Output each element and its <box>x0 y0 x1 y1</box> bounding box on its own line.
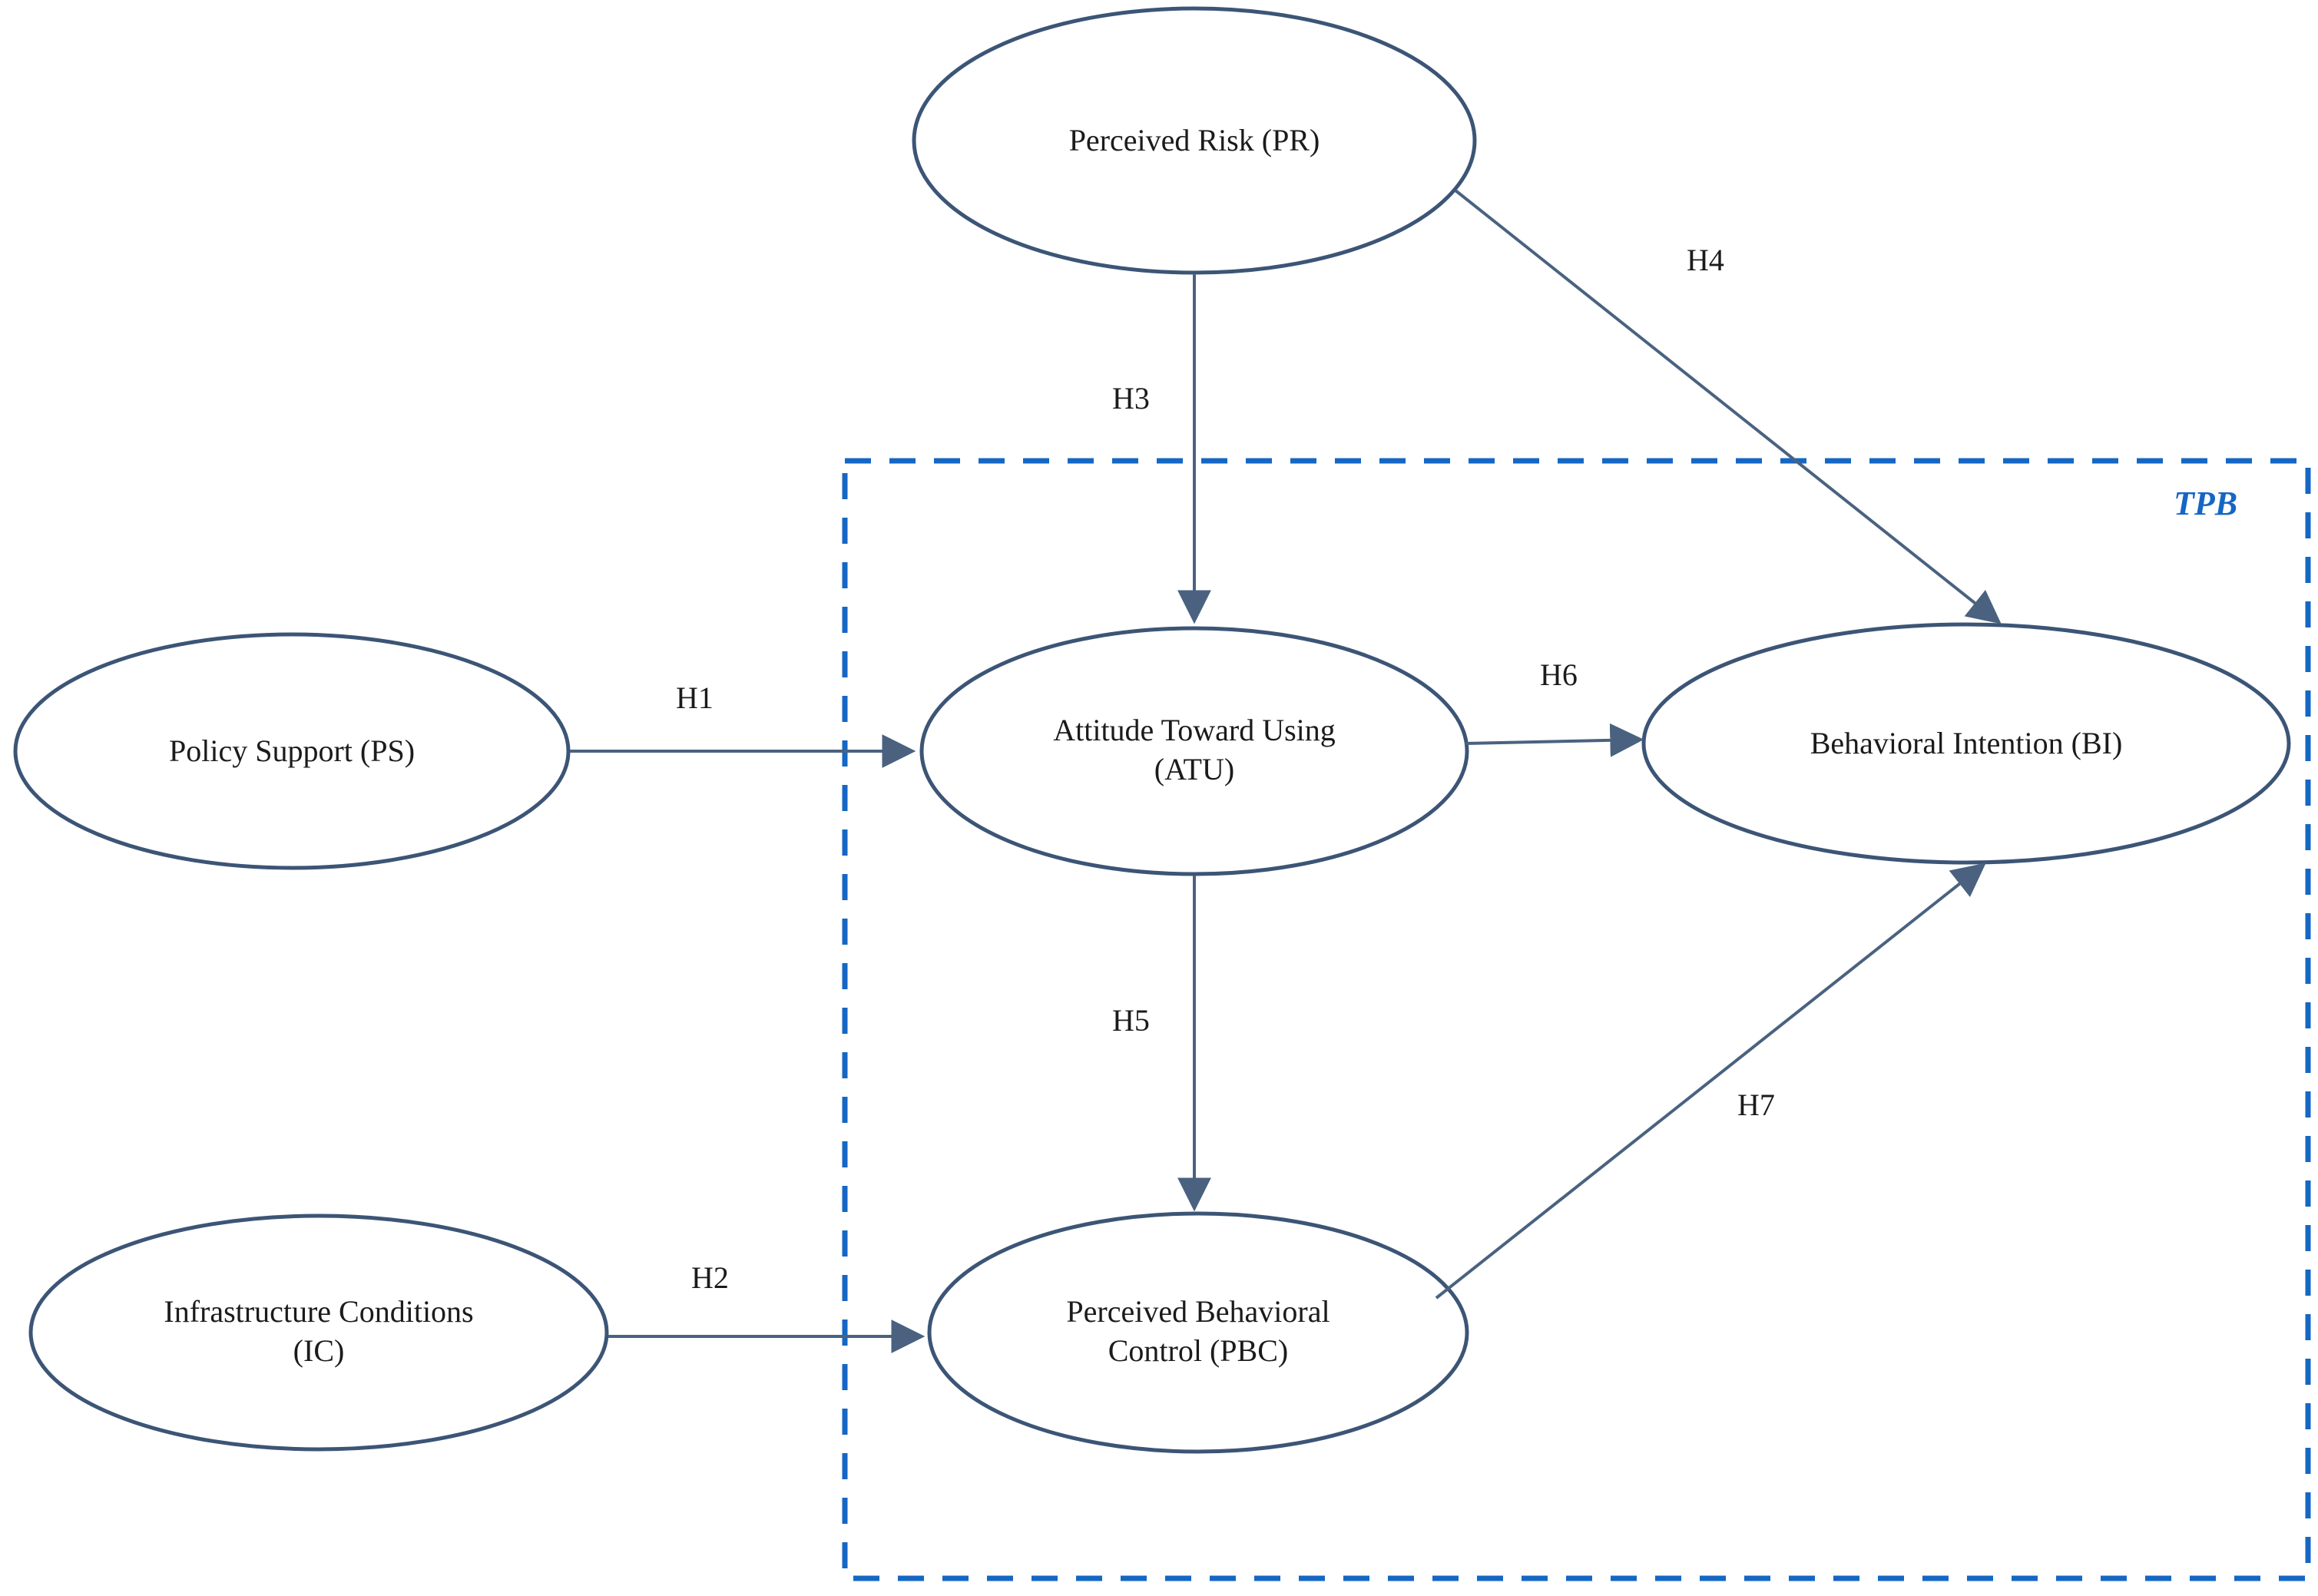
edge-label-h5: H5 <box>1112 1003 1150 1038</box>
node-perceived-behavioral-control[interactable] <box>929 1214 1467 1452</box>
edge-h4 <box>1455 190 1997 621</box>
node-infrastructure-conditions[interactable] <box>31 1216 607 1449</box>
edge-label-h4: H4 <box>1687 243 1724 277</box>
group-label-tpb: TPB <box>2174 485 2238 522</box>
node-behavioral-intention[interactable] <box>1644 624 2289 863</box>
edge-label-h3: H3 <box>1112 381 1150 416</box>
node-label-attitude-toward-using: Attitude Toward Using (ATU) <box>1053 713 1336 787</box>
edge-label-h7: H7 <box>1737 1088 1775 1122</box>
edge-label-h2: H2 <box>691 1260 729 1295</box>
node-label-perceived-risk: Perceived Risk (PR) <box>1068 123 1320 157</box>
node-attitude-toward-using[interactable] <box>922 628 1467 874</box>
edge-h6 <box>1465 740 1638 743</box>
edge-h7 <box>1436 866 1982 1298</box>
node-perceived-risk[interactable] <box>914 8 1475 273</box>
node-label-infrastructure-conditions: Infrastructure Conditions (IC) <box>164 1294 474 1369</box>
edge-label-h1: H1 <box>676 680 714 715</box>
node-label-behavioral-intention: Behavioral Intention (BI) <box>1810 726 2123 760</box>
node-label-perceived-behavioral-control: Perceived Behavioral Control (PBC) <box>1066 1294 1330 1369</box>
node-label-policy-support: Policy Support (PS) <box>168 733 416 768</box>
node-policy-support[interactable] <box>15 634 568 868</box>
edge-label-h6: H6 <box>1540 657 1578 692</box>
